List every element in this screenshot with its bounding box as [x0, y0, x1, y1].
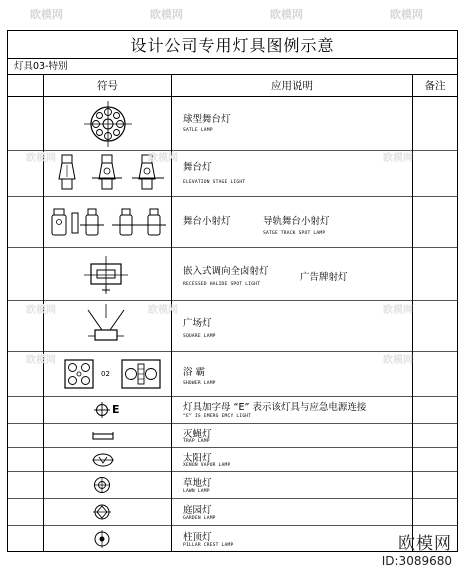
- watermark-text: 欧模网: [26, 355, 56, 366]
- site-logo: [382, 529, 452, 568]
- legend-sheet: [7, 30, 458, 552]
- row-divider: [8, 247, 457, 248]
- xenon-lamp-icon: [92, 452, 114, 468]
- row-divider: [8, 471, 457, 472]
- row-3-label-en-2: SATGE TRACK SPOT LAMP: [263, 231, 326, 236]
- row-9-label-en: XENON VAPOR LAMP: [183, 463, 231, 468]
- row-8-label-en: TRAP LAMP: [183, 439, 210, 444]
- header-description: 应用说明: [271, 80, 313, 92]
- watermark-text: 欧模网: [390, 8, 423, 21]
- recessed-halide-spot-icon: [84, 256, 128, 294]
- row-6-label-en: SHOWER LAMP: [183, 381, 216, 386]
- watermark-text: 欧模网: [148, 153, 178, 164]
- sheet-title: 设计公司专用灯具图例示意: [8, 31, 457, 59]
- header-remark: 备注: [424, 80, 446, 92]
- watermark-text: 欧模网: [383, 153, 413, 164]
- row-divider: [8, 196, 457, 197]
- row-11-label-cn: 庭园灯: [183, 505, 212, 516]
- emergency-lamp-icon: [94, 402, 110, 418]
- logo-name: 欧模网: [398, 534, 452, 554]
- logo-id: ID:3089680: [381, 554, 452, 568]
- row-3-label-cn-2: 导轨舞台小射灯: [263, 216, 330, 227]
- lawn-lamp-icon: [93, 476, 111, 494]
- row-7-label-cn: 灯具加字母 “E” 表示该灯具与应急电源连接: [183, 402, 367, 413]
- row-4-label-cn: 嵌入式调向全卤射灯: [183, 266, 269, 277]
- shower-lamp-code: 02: [101, 370, 110, 378]
- row-4-label-en: RECESSED HALIDE SPOT LIGHT: [183, 282, 261, 287]
- row-7-label-en: “E” IS EMERG EMCY LIGHT: [183, 414, 252, 419]
- small-stage-spot-icon: [50, 207, 168, 239]
- watermark-text: 欧模网: [270, 8, 303, 21]
- watermark-text: 欧模网: [26, 305, 56, 316]
- row-1-label-en: SATLE LAMP: [183, 128, 213, 133]
- row-6-label-cn: 浴 霸: [183, 367, 206, 378]
- row-divider: [8, 447, 457, 448]
- sheet-subtitle: 灯具03-特别: [14, 61, 68, 72]
- row-8-label-cn: 灭蝇灯: [183, 429, 212, 440]
- row-4-label-cn-2: 广告牌射灯: [300, 272, 348, 283]
- trap-lamp-icon: [92, 431, 114, 441]
- watermark-strip: [0, 0, 466, 24]
- watermark-text: 欧模网: [148, 305, 178, 316]
- row-11-label-en: GARDEN LAMP: [183, 516, 216, 521]
- watermark-text: 欧模网: [30, 8, 63, 21]
- row-10-label-en: LAWN LAMP: [183, 489, 210, 494]
- watermark-text: 欧模网: [26, 153, 56, 164]
- garden-lamp-icon: [93, 503, 111, 521]
- square-lamp-icon: [84, 304, 128, 344]
- row-9-label-cn: 太阳灯: [183, 453, 212, 464]
- row-2-label-en: ELEVATION STAGE LIGHT: [183, 180, 246, 185]
- header-symbol: 符号: [97, 80, 118, 92]
- header-bottom-rule: [8, 96, 457, 97]
- row-5-label-cn: 广场灯: [183, 318, 212, 329]
- pillar-crest-lamp-icon: [93, 530, 111, 548]
- watermark-text: 欧模网: [383, 305, 413, 316]
- row-2-label-cn: 舞台灯: [183, 162, 212, 173]
- row-divider: [8, 396, 457, 397]
- row-3-label-cn: 舞台小射灯: [183, 216, 231, 227]
- shower-lamp-icon: [64, 358, 162, 390]
- row-divider: [8, 525, 457, 526]
- emergency-letter: E: [112, 403, 120, 416]
- row-1-label-cn: 球型舞台灯: [183, 114, 231, 125]
- row-divider: [8, 498, 457, 499]
- row-5-label-en: SQUARE LAMP: [183, 334, 216, 339]
- row-12-label-cn: 柱顶灯: [183, 532, 212, 543]
- ball-stage-lamp-icon: [84, 101, 132, 147]
- row-12-label-en: PILLAR CREST LAMP: [183, 543, 234, 548]
- watermark-text: 欧模网: [383, 355, 413, 366]
- row-divider: [8, 423, 457, 424]
- watermark-text: 欧模网: [150, 8, 183, 21]
- row-10-label-cn: 草地灯: [183, 478, 212, 489]
